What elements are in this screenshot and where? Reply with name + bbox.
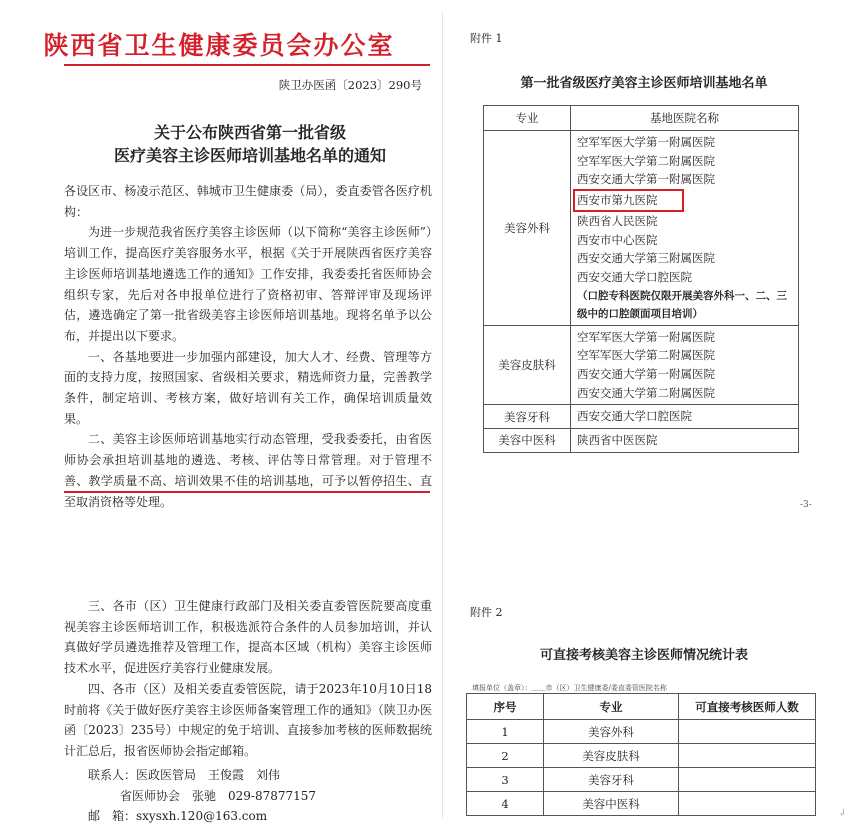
page-divider bbox=[442, 12, 443, 818]
category-cell: 美容牙科 bbox=[484, 405, 571, 429]
hospital-item: 西安交通大学第一附属医院 bbox=[577, 367, 715, 382]
hospital-item: 西安交通大学第二附属医院 bbox=[577, 385, 715, 400]
paragraph-requirement-3: 三、各市（区）卫生健康行政部门及相关委直委管医院要高度重视美容主诊医师培训工作，积极选派符合条件的人员参加培训，并认真做好学员遴选推荐及管理工作，提高本区域（机构）美容主诊医师技术水平，促进医疗美容行业健康发展。 bbox=[64, 599, 432, 676]
hospital-list bbox=[571, 131, 799, 326]
hospital-list bbox=[571, 429, 799, 453]
header-hospital-name: 基地医院名称 bbox=[571, 106, 799, 131]
header-specialty: 专业 bbox=[544, 694, 679, 720]
serial-cell: 4 bbox=[467, 792, 544, 816]
notice-title-line1: 关于公布陕西省第一批省级 bbox=[153, 123, 346, 142]
specialty-cell: 美容外科 bbox=[544, 720, 679, 744]
contact-line-3: 邮 箱：sxysxh.120@163.com bbox=[88, 809, 268, 823]
notice-body-lower bbox=[64, 596, 432, 762]
header-serial: 序号 bbox=[467, 694, 544, 720]
attachment1-title: 第一批省级医疗美容主诊医师培训基地名单 bbox=[520, 76, 768, 91]
statistics-table bbox=[466, 693, 816, 816]
category-cell: 美容皮肤科 bbox=[484, 325, 571, 405]
hospital-item: 陕西省人民医院 bbox=[577, 213, 658, 228]
hospital-item: 空军军医大学第一附属医院 bbox=[577, 329, 715, 344]
header-doctor-count: 可直接考核医师人数 bbox=[679, 694, 816, 720]
oral-hospital-note: （口腔专科医院仅限开展美容外科一、二、三级中的口腔颌面项目培训） bbox=[577, 289, 787, 320]
hospital-list bbox=[571, 405, 799, 429]
hospital-item: 空军军医大学第二附属医院 bbox=[577, 153, 715, 168]
hospital-item: 西安交通大学口腔医院 bbox=[577, 409, 692, 424]
category-cell: 美容中医科 bbox=[484, 429, 571, 453]
hospital-item: 西安市中心医院 bbox=[577, 232, 658, 247]
table-row bbox=[467, 768, 816, 792]
serial-cell: 3 bbox=[467, 768, 544, 792]
addressee: 各设区市、杨凌示范区、韩城市卫生健康委（局），委直委管各医疗机构： bbox=[64, 184, 432, 219]
serial-cell: 1 bbox=[467, 720, 544, 744]
table-header-row bbox=[467, 694, 816, 720]
specialty-cell: 美容牙科 bbox=[544, 768, 679, 792]
count-cell[interactable] bbox=[679, 768, 816, 792]
attachment1-label: 附件 1 bbox=[470, 32, 503, 45]
hospital-item: 西安交通大学第一附属医院 bbox=[577, 172, 715, 187]
paragraph-requirement-4: 四、各市（区）及相关委直委管医院，请于2023年10月10日18时前将《关于做好医疗美容主诊医师备案管理工作的通知》（陕卫办医函〔2023〕235号）中规定的免于培训、直接参加考核的医师数据统计汇总后，报省医师协会指定邮箱。 bbox=[64, 681, 432, 758]
category-cell: 美容外科 bbox=[484, 131, 571, 326]
notice-body-upper bbox=[64, 181, 432, 512]
attachment2-label: 附件 2 bbox=[470, 606, 503, 619]
count-cell[interactable] bbox=[679, 720, 816, 744]
contact-block bbox=[88, 765, 316, 827]
attachment2-title: 可直接考核美容主诊医师情况统计表 bbox=[539, 648, 748, 663]
table-row bbox=[484, 131, 799, 326]
training-base-table bbox=[483, 105, 799, 453]
table-row bbox=[484, 429, 799, 453]
paragraph-requirement-1: 一、各基地要进一步加强内部建设，加大人才、经费、管理等方面的支持力度，按照国家、省级相关要求，精选师资力量，完善教学条件，制定培训、考核方案，做好培训有关工作，确保培训质量效果。 bbox=[64, 349, 432, 426]
table-row bbox=[467, 792, 816, 816]
count-cell[interactable] bbox=[679, 744, 816, 768]
hospital-item: 陕西省中医医院 bbox=[577, 433, 658, 448]
header-specialty: 专业 bbox=[484, 106, 571, 131]
serial-cell: 2 bbox=[467, 744, 544, 768]
notice-title bbox=[60, 121, 440, 167]
table-row bbox=[484, 405, 799, 429]
table-row bbox=[467, 720, 816, 744]
highlighted-hospital-item: 西安市第九医院 bbox=[573, 189, 684, 212]
page-number: -3- bbox=[800, 500, 812, 510]
paragraph-requirement-2: 二、美容主诊医师培训基地实行动态管理，受我委委托，由省医师协会承担培训基地的遴选、考核、评估等日常管理。对于管理不善、教学质量不高、培训效果不佳的培训基地，可予以暂停招生、直至取消资格等处理。 bbox=[64, 432, 432, 509]
hospital-item: 西安交通大学口腔医院 bbox=[577, 269, 692, 284]
hospital-item: 空军军医大学第二附属医院 bbox=[577, 348, 715, 363]
hospital-list bbox=[571, 325, 799, 405]
reporting-unit-line: 填报单位（盖章）：＿＿市（区）卫生健康委/委直委管医院名称 bbox=[472, 684, 667, 692]
notice-title-line2: 医疗美容主诊医师培训基地名单的通知 bbox=[113, 146, 386, 165]
contact-line-1: 联系人：医政医管局 王俊霞 刘伟 bbox=[88, 768, 281, 782]
corner-mark-icon: ↲ bbox=[838, 808, 847, 819]
contact-line-2: 省医师协会 张驰 029-87877157 bbox=[120, 788, 317, 803]
specialty-cell: 美容皮肤科 bbox=[544, 744, 679, 768]
table-header-row bbox=[484, 106, 799, 131]
issuing-office-title: 陕西省卫生健康委员会办公室 bbox=[43, 31, 395, 60]
hospital-item: 西安交通大学第三附属医院 bbox=[577, 251, 715, 266]
table-row bbox=[467, 744, 816, 768]
hospital-item: 空军军医大学第一附属医院 bbox=[577, 135, 715, 149]
document-number: 陕卫办医函〔2023〕290号 bbox=[278, 78, 422, 92]
count-cell[interactable] bbox=[679, 792, 816, 816]
paragraph-intro: 为进一步规范我省医疗美容主诊医师（以下简称“美容主诊医师”）培训工作，提高医疗美容服务水平，根据《关于开展陕西省医疗美容主诊医师培训基地遴选工作的通知》工作安排，我委委托省医师协会组织专家，先后对各申报单位进行了资格初审、答辩评审及现场评估，遴选确定了第一批省级美容主诊医师培训基地。现将名单予以公布，并提出以下要求。 bbox=[64, 225, 432, 343]
header-red-rule bbox=[64, 64, 430, 66]
table-row bbox=[484, 325, 799, 405]
specialty-cell: 美容中医科 bbox=[544, 792, 679, 816]
footer-red-rule bbox=[64, 491, 430, 493]
